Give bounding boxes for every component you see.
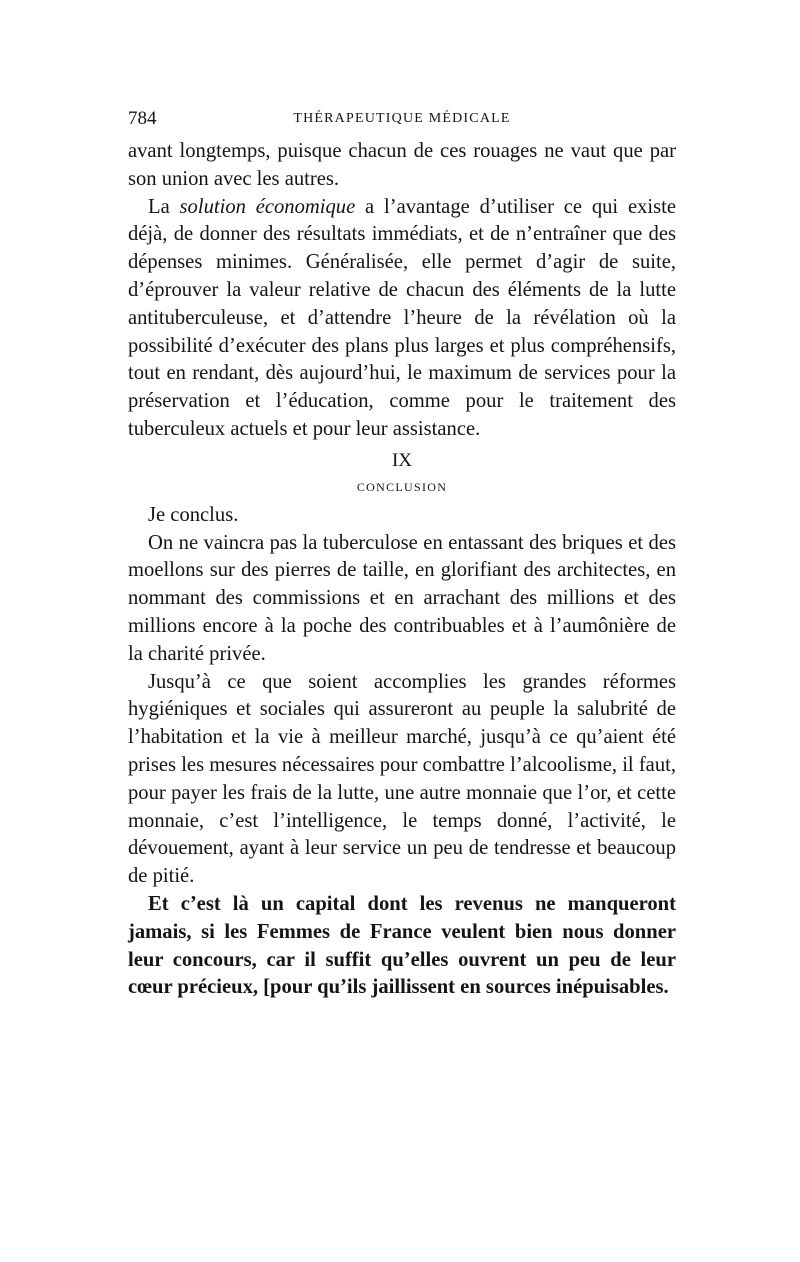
paragraph-continuation: avant longtemps, puisque chacun de ces rouages ne vaut que par son union avec les autres.: [128, 140, 676, 190]
paragraph-solution-economique: [128, 194, 676, 444]
paragraph-capital: Et c’est là un capital dont les revenus ne manqueront jamais, si les Femmes de France veulent bien nous donner leur concours, car il suffit qu’elles ouvrent un peu de leur cœur précieux, [pour qu’ils jaillissent en sources inépuisables.: [128, 892, 676, 999]
running-header: [128, 108, 676, 138]
running-title: THÉRAPEUTIQUE MÉDICALE: [293, 111, 511, 126]
section-title: CONCLUSION: [356, 479, 448, 494]
paragraph-je-conclus: Je conclus.: [148, 503, 239, 526]
paragraph-on-ne-vaincra: On ne vaincra pas la tuberculose en entassant des briques et des moellons sur des pierres de taille, en glorifiant des architectes, en nommant des commissions et en arrachant des millions et des millions encore à la poche des contribuables et à l’aumônière de la charité privée.: [128, 531, 676, 665]
page-number: 784: [128, 108, 157, 129]
section-number: IX: [391, 449, 413, 471]
body-text: [128, 138, 676, 1002]
book-page: [128, 108, 676, 1002]
paragraph-jusqua-ce-que: Jusqu’à ce que soient accomplies les grandes réformes hygiéniques et sociales qui assureront au peuple la salubrité de l’habitation et la vie à meilleur marché, jusqu’à ce qu’aient été prises les mesures nécessaires pour combattre l’alcoolisme, il faut, pour payer les frais de la lutte, une autre monnaie que l’or, et cette monnaie, c’est l’intelligence, le temps donné, l’activité, le dévouement, ayant à leur service un peu de tendresse et beaucoup de pitié.: [128, 670, 676, 888]
paragraph-body: a l’avantage d’utiliser ce qui existe déjà, de donner des résultats immédiats, et de n’entraîner que des dépenses minimes. Généralisée, elle permet d’agir de suite, d’éprouver la valeur relative de chacun des éléments de la lutte antituberculeuse, et d’attendre l’heure de la révélation où la possibilité d’exécuter des plans plus larges et plus compréhensifs, tout en rendant, dès aujourd’hui, le maximum de services pour la préservation et l’éducation, comme pour le traitement des tuberculeux actuels et pour leur assistance.: [128, 195, 676, 440]
italic-term: solution économique: [179, 195, 356, 218]
paragraph-lead: La: [148, 195, 180, 218]
